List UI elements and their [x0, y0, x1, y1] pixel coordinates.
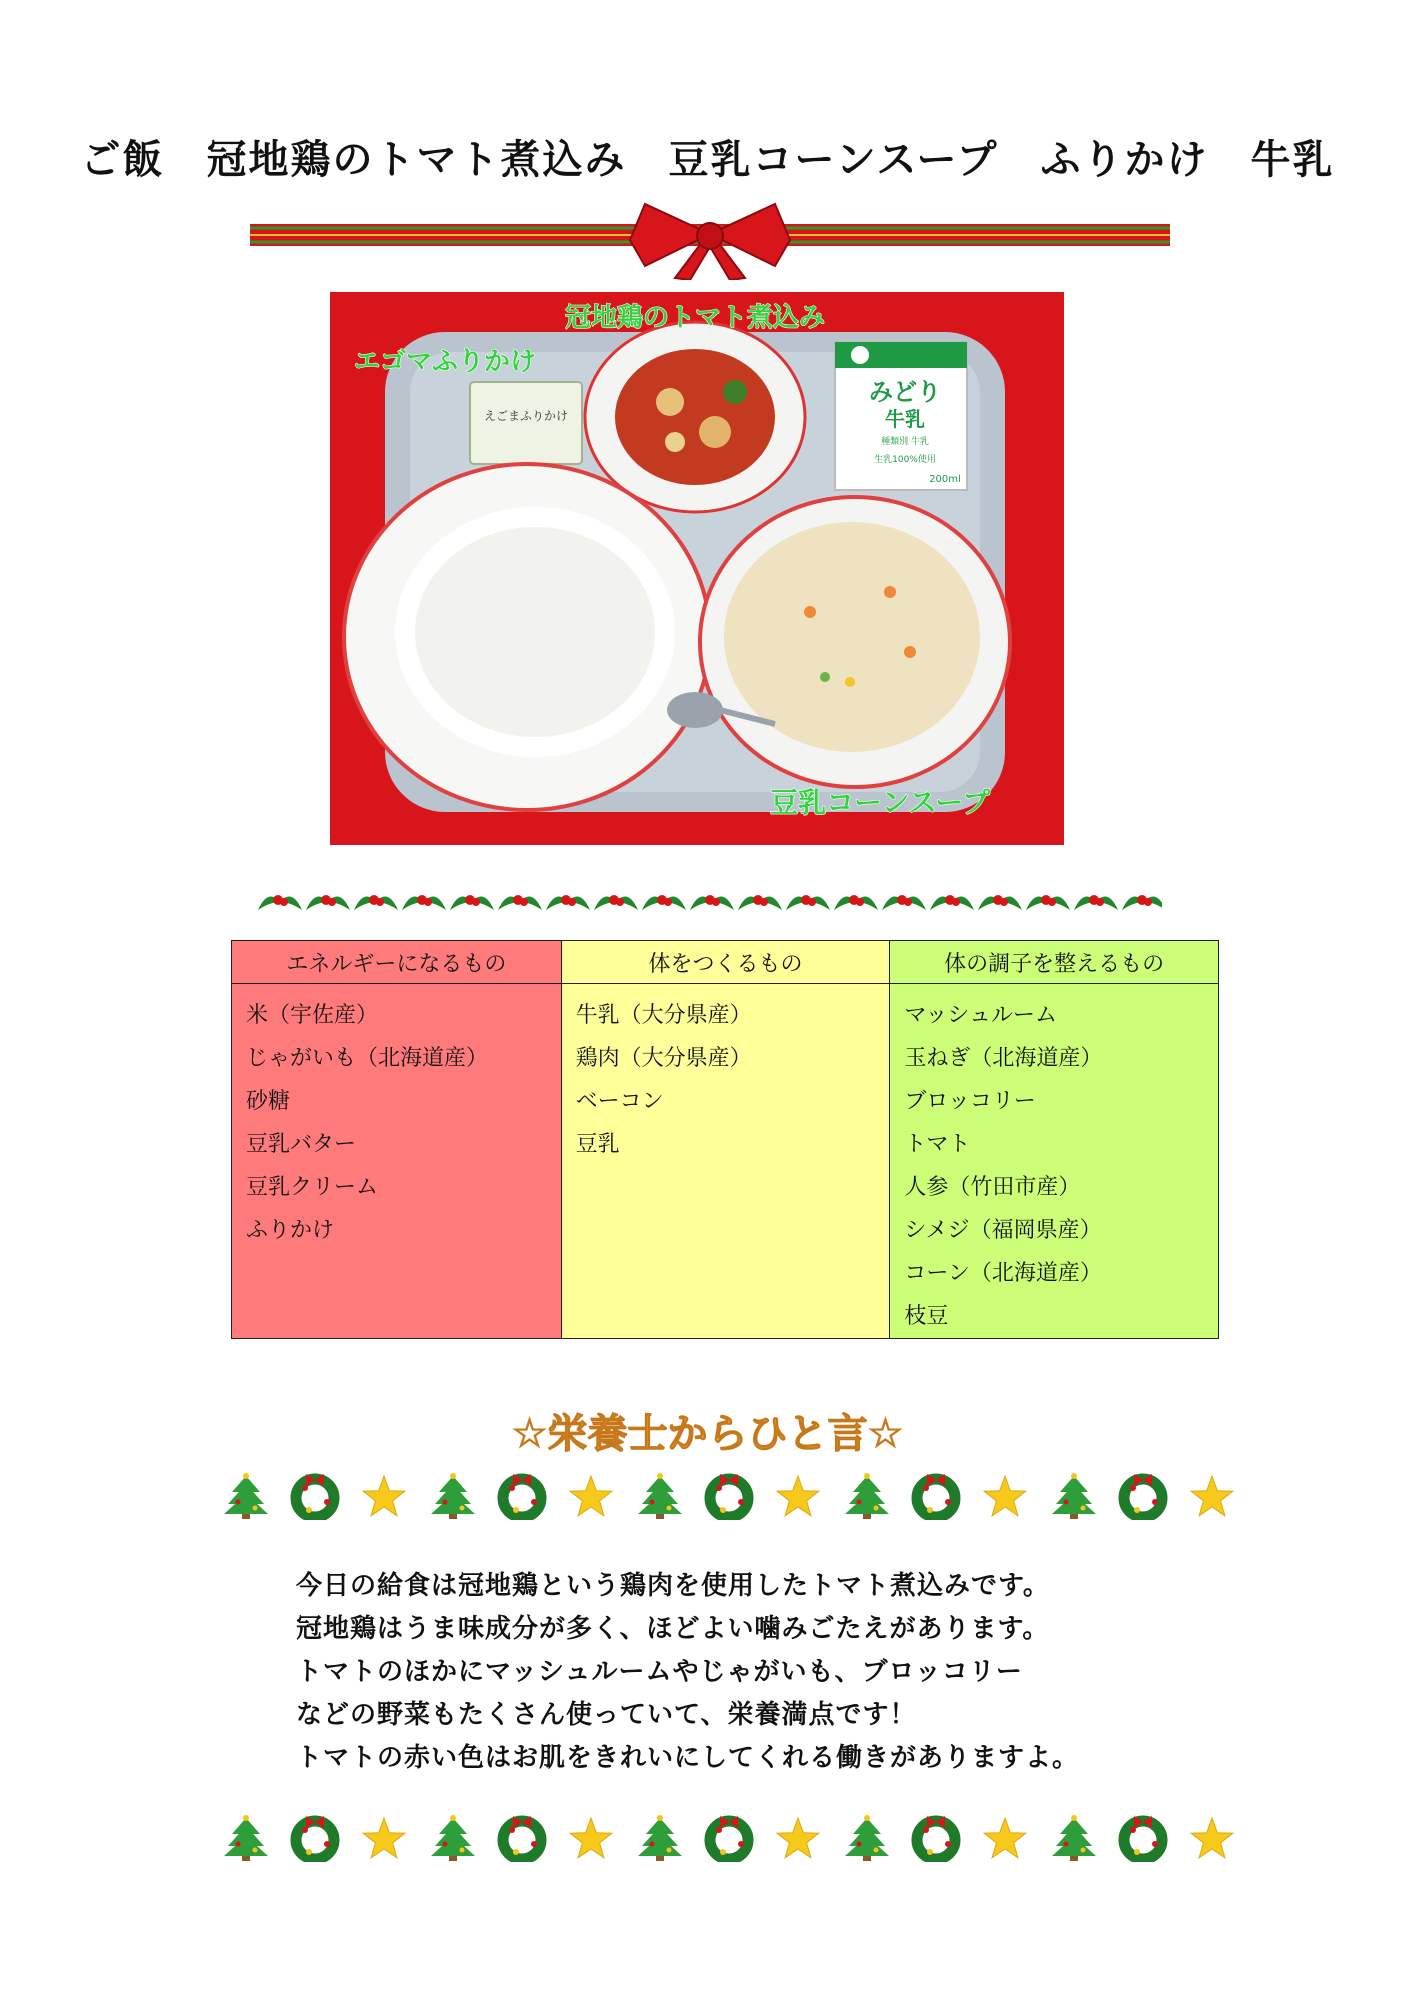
- holly-icon: [546, 895, 590, 910]
- condition-foods-cell: [890, 984, 1219, 1339]
- dietitian-message: [296, 1565, 1246, 1780]
- condition-item: コーン（北海道産）: [904, 1261, 1102, 1286]
- wreath-icon: [710, 1474, 748, 1517]
- star-icon: [1191, 1476, 1233, 1516]
- message-line: トマトのほかにマッシュルームやじゃがいも、ブロッコリー: [296, 1657, 1023, 1687]
- wreath-icon: [710, 1816, 748, 1859]
- label-stew: 冠地鶏のトマト煮込み: [564, 303, 826, 333]
- svg-text:生乳100%使用: 生乳100%使用: [874, 455, 936, 465]
- body-item: 豆乳: [575, 1132, 620, 1157]
- energy-item: ふりかけ: [246, 1218, 335, 1243]
- message-line: トマトの赤い色はお肌をきれいにしてくれる働きがありますよ。: [296, 1743, 1080, 1773]
- holly-icon: [930, 895, 974, 910]
- svg-text:牛乳: 牛乳: [885, 407, 925, 431]
- condition-item: トマト: [904, 1132, 971, 1157]
- body-item: ベーコン: [575, 1089, 664, 1114]
- christmas-tree-icon: [1052, 1473, 1096, 1519]
- wreath-icon: [917, 1474, 955, 1517]
- holly-icon: [978, 895, 1022, 910]
- star-icon: [363, 1476, 405, 1516]
- holly-icon: [498, 895, 542, 910]
- holly-icon: [306, 895, 350, 910]
- christmas-tree-icon: [845, 1815, 889, 1861]
- wreath-icon: [503, 1474, 541, 1517]
- condition-item: 人参（竹田市産）: [904, 1175, 1081, 1200]
- star-icon: [570, 1476, 612, 1516]
- body-item: 鶏肉（大分県産）: [575, 1046, 752, 1071]
- star-icon: [363, 1818, 405, 1858]
- page-title: ご飯 冠地鶏のトマト煮込み 豆乳コーンスープ ふりかけ 牛乳: [80, 137, 1335, 183]
- wreath-icon: [1124, 1816, 1162, 1859]
- holly-icon: [690, 895, 734, 910]
- wreath-icon: [503, 1816, 541, 1859]
- message-line: などの野菜もたくさん使っていて、栄養満点です！: [296, 1700, 917, 1730]
- christmas-tree-icon: [224, 1815, 268, 1861]
- meal-photo: [330, 292, 1064, 845]
- svg-text:えごまふりかけ: えごまふりかけ: [483, 409, 569, 423]
- body-item: 牛乳（大分県産）: [575, 1003, 752, 1028]
- holly-icon: [882, 895, 926, 910]
- star-icon: [570, 1818, 612, 1858]
- nutrition-table: [231, 940, 1219, 1339]
- christmas-tree-icon: [638, 1473, 682, 1519]
- svg-text:種類別 牛乳: 種類別 牛乳: [881, 437, 929, 447]
- holly-icon: [642, 895, 686, 910]
- christmas-border-bottom: [220, 1814, 1240, 1862]
- header-body: 体をつくるもの: [561, 941, 890, 984]
- holly-icon: [738, 895, 782, 910]
- label-furikake: エゴマふりかけ: [353, 347, 537, 377]
- holly-icon: [450, 895, 494, 910]
- holly-icon: [1074, 895, 1118, 910]
- energy-item: 米（宇佐産）: [246, 1003, 379, 1028]
- wreath-icon: [296, 1474, 334, 1517]
- christmas-border-top: [220, 1472, 1240, 1520]
- message-line: 今日の給食は冠地鶏という鶏肉を使用したトマト煮込みです。: [296, 1571, 1050, 1601]
- star-icon: [777, 1476, 819, 1516]
- condition-item: シメジ（福岡県産）: [904, 1218, 1102, 1243]
- holly-icon: [354, 895, 398, 910]
- ribbon-bow-decoration: [250, 200, 1170, 280]
- energy-foods-cell: [232, 984, 562, 1339]
- svg-text:みどり: みどり: [869, 378, 941, 406]
- star-icon: [1191, 1818, 1233, 1858]
- star-icon: [777, 1818, 819, 1858]
- wreath-icon: [296, 1816, 334, 1859]
- christmas-tree-icon: [845, 1473, 889, 1519]
- holly-icon: [786, 895, 830, 910]
- christmas-tree-icon: [431, 1815, 475, 1861]
- christmas-tree-icon: [224, 1473, 268, 1519]
- holly-icon: [834, 895, 878, 910]
- wreath-icon: [1124, 1474, 1162, 1517]
- star-icon: [984, 1476, 1026, 1516]
- energy-item: 砂糖: [246, 1089, 291, 1114]
- message-line: 冠地鶏はうま味成分が多く、ほどよい噛みごたえがあります。: [296, 1614, 1050, 1644]
- holly-icon: [258, 895, 302, 910]
- christmas-tree-icon: [1052, 1815, 1096, 1861]
- label-soup: 豆乳コーンスープ: [770, 786, 990, 819]
- wreath-icon: [917, 1816, 955, 1859]
- christmas-tree-icon: [638, 1815, 682, 1861]
- energy-item: じゃがいも（北海道産）: [246, 1046, 489, 1071]
- condition-item: 枝豆: [904, 1304, 949, 1329]
- header-energy: エネルギーになるもの: [232, 941, 562, 984]
- energy-item: 豆乳バター: [246, 1132, 357, 1157]
- star-icon: [984, 1818, 1026, 1858]
- holly-icon: [1026, 895, 1070, 910]
- holly-divider: [252, 880, 1162, 920]
- header-condition: 体の調子を整えるもの: [890, 941, 1219, 984]
- body-foods-cell: [561, 984, 890, 1339]
- condition-item: ブロッコリー: [904, 1089, 1036, 1114]
- svg-text:200ml: 200ml: [929, 474, 961, 485]
- furikake-packet: [470, 382, 582, 464]
- condition-item: 玉ねぎ（北海道産）: [904, 1046, 1103, 1071]
- dietitian-heading: ☆栄養士からひと言☆: [511, 1411, 904, 1457]
- holly-icon: [594, 895, 638, 910]
- condition-item: マッシュルーム: [904, 1003, 1057, 1028]
- holly-icon: [1122, 895, 1162, 910]
- christmas-tree-icon: [431, 1473, 475, 1519]
- holly-icon: [402, 895, 446, 910]
- energy-item: 豆乳クリーム: [246, 1175, 379, 1200]
